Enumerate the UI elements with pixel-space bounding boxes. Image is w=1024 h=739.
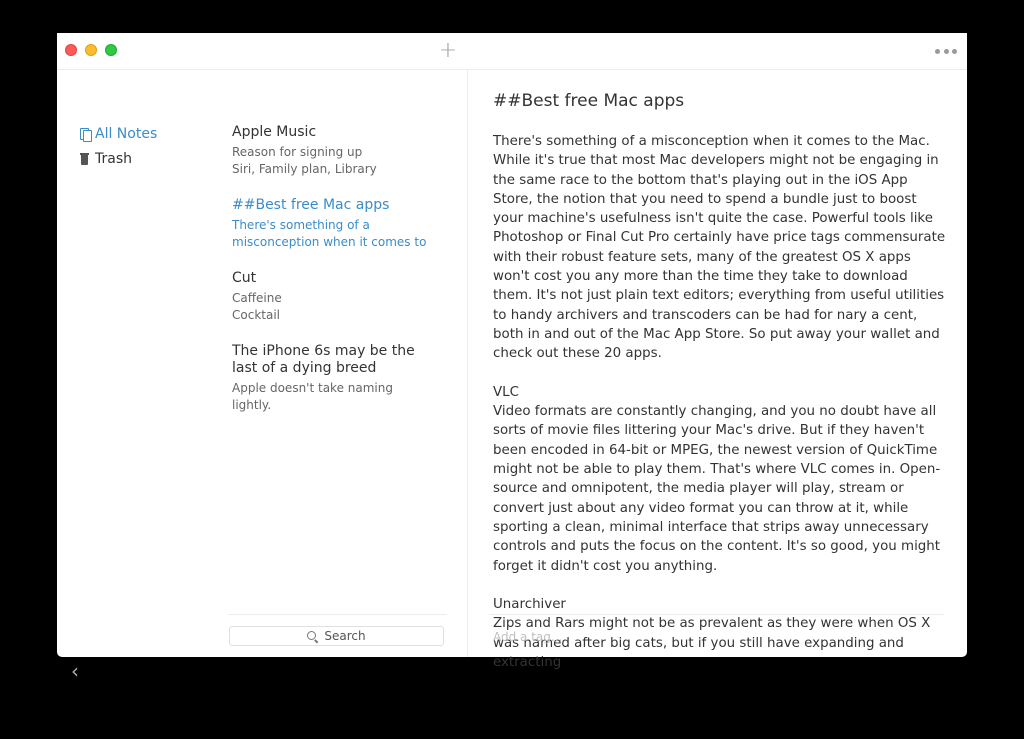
more-options-button[interactable] (935, 48, 957, 54)
close-window-button[interactable] (65, 44, 77, 56)
sidebar-item-all-notes[interactable] (79, 124, 157, 144)
divider (489, 614, 944, 615)
divider (228, 614, 447, 615)
sidebar (57, 70, 222, 683)
notes-list (222, 70, 467, 657)
editor-paragraph: Video formats are constantly changing, and you no doubt have all sorts of movie files littering your Mac's drive. But if they haven't been encoded in 64-bit or MPEG, the newest version of QuickTime might not be able to play them. That's where VLC comes in. Open-source and omnipotent, the media player will play, stream or convert just about any video format you can throw at it, while sporting a clean, minimal interface that strips away unnecessary controls and puts the focus on the content. It's so good, you might forget it didn't cost you anything. (493, 404, 941, 574)
trash-icon (79, 152, 91, 166)
editor-heading: VLC (493, 384, 519, 400)
sidebar-item-label: Trash (95, 151, 132, 167)
list-item-selected[interactable] (232, 197, 442, 251)
tag-input[interactable] (493, 628, 793, 646)
note-preview: Caffeine Cocktail (232, 291, 282, 322)
new-note-button[interactable] (438, 38, 458, 63)
sidebar-item-label: All Notes (95, 126, 158, 142)
note-title: ##Best free Mac apps (232, 197, 390, 213)
editor-paragraph: There's something of a misconception when it comes to the Mac. While it's true that most Mac developers might not be engaging in the same race to the bottom that's playing out in the iOS App Store, the notion that you need to spend a bundle just to boost your machine's usefulness isn't quite the case. Powerful tools like Photoshop or Final Cut Pro certainly have price tags commensurate with their robust feature sets, many of the greatest OS X apps won't cost you any more than the time they take to download them. It's not just plain text editors; everything from useful utilities to handy archivers and transcoders can be had for nary a cent, both in and out of the Mac App Store. So put away your wallet and check out these 20 apps. (493, 134, 946, 362)
list-item[interactable] (232, 124, 442, 178)
list-item[interactable] (232, 343, 432, 414)
editor-body[interactable] (493, 132, 948, 671)
note-title: Apple Music (232, 124, 317, 140)
app-window (57, 33, 967, 683)
note-editor[interactable] (468, 70, 967, 671)
search-label: Search (324, 629, 366, 643)
sidebar-item-trash[interactable] (79, 149, 132, 169)
back-chevron-icon[interactable]: ‹ (71, 659, 79, 683)
note-title: The iPhone 6s may be the last of a dying breed (232, 343, 415, 376)
editor-heading: Unarchiver (493, 597, 566, 613)
plus-icon: + (438, 38, 458, 63)
notes-icon (79, 127, 91, 141)
note-title: Cut (232, 270, 257, 286)
search-input[interactable] (229, 626, 444, 646)
titlebar (57, 33, 967, 70)
minimize-window-button[interactable] (85, 44, 97, 56)
editor-paragraph: Zips and Rars might not be as prevalent as they were when OS X was named after big cats, but if you still have expanding and extracting (493, 616, 931, 671)
note-preview: Reason for signing up Siri, Family plan, Library (232, 145, 377, 176)
note-preview: There's something of a misconception when it comes to (232, 218, 427, 249)
search-icon (307, 631, 318, 642)
editor-title[interactable]: ##Best free Mac apps (493, 91, 685, 111)
list-item[interactable] (232, 270, 442, 324)
note-preview: Apple doesn't take naming lightly. (232, 381, 393, 412)
maximize-window-button[interactable] (105, 44, 117, 56)
more-dots-icon (935, 49, 940, 54)
